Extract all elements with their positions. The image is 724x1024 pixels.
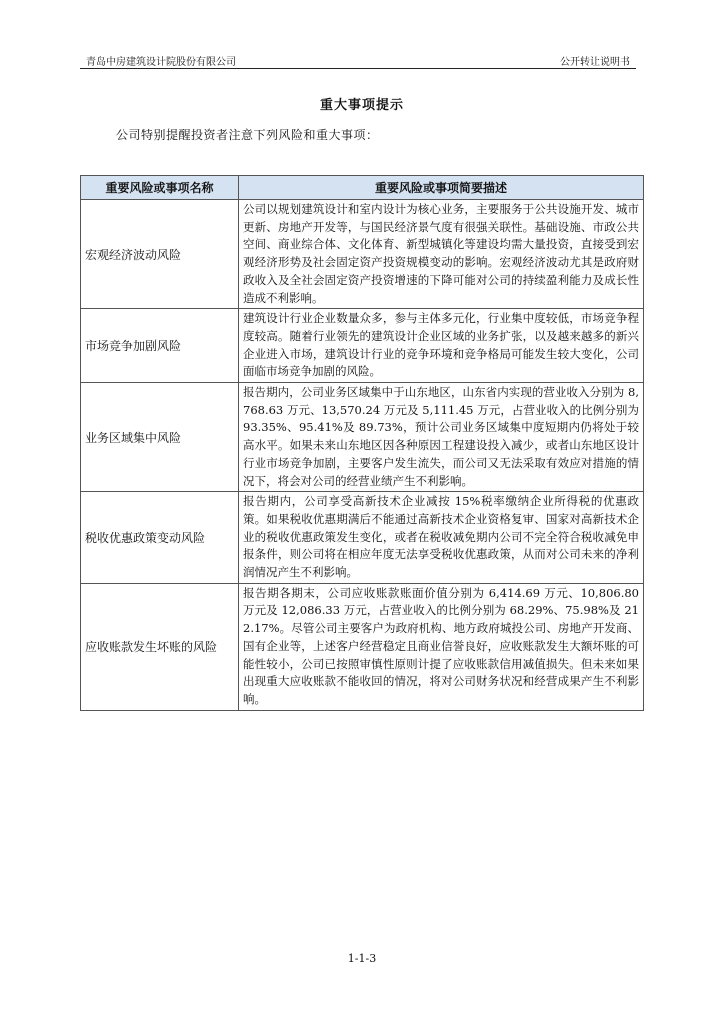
table-row [81,583,644,710]
risk-table [80,175,644,711]
risk-name-cell: 市场竞争加剧风险 [81,309,239,383]
risk-name-cell: 税收优惠政策变动风险 [81,492,239,584]
column-header-risk-name: 重要风险或事项名称 [81,176,239,200]
risk-description-cell: 建筑设计行业企业数量众多，参与主体多元化，行业集中度较低，市场竞争程度较高。随着行业领先的建筑设计企业区域的业务扩张，以及越来越多的新兴企业进入市场，建筑设计行业的竞争环境和竞争格局可能发生较大变化，公司面临市场竞争加剧的风险。 [239,309,644,383]
table-row [81,383,644,492]
intro-text: 公司特别提醒投资者注意下列风险和重大事项： [116,128,379,142]
header-document-name: 公开转让说明书 [560,57,630,68]
table-row [81,200,644,309]
risk-description-cell: 报告期内，公司业务区域集中于山东地区，山东省内实现的营业收入分别为 8,768.63 万元、13,570.24 万元及 5,111.45 万元，占营业收入的比例分别为 93.35%、95.41%及 89.73%，预计公司业务区域集中度短期内仍将处于较高水平。如果未来山东地区因各种原因工程建设投入减少，或者山东地区设计行业市场竞争加剧，主要客户发生流失，而公司又无法采取有效应对措施的情况下，将会对公司的经营业绩产生不利影响。 [239,383,644,492]
risk-description-cell: 报告期各期末，公司应收账款账面价值分别为 6,414.69 万元、10,806.80 万元及 12,086.33 万元，占营业收入的比例分别为 68.29%、75.98%及 212.17%。尽管公司主要客户为政府机构、地方政府城投公司、房地产开发商、国有企业等，上述客户经营稳定且商业信誉良好，应收账款发生大额坏账的可能性较小，公司已按照审慎性原则计提了应收账款信用减值损失。但未来如果出现重大应收账款不能收回的情况，将对公司财务状况和经营成果产生不利影响。 [239,583,644,710]
table-header-row [81,176,644,200]
page-title: 重大事项提示 [319,98,404,113]
risk-description-cell: 公司以规划建筑设计和室内设计为核心业务，主要服务于公共设施开发、城市更新、房地产开发等，与国民经济景气度有很强关联性。基础设施、市政公共空间、商业综合体、文化体育、新型城镇化等建设均需大量投资，直接受到宏观经济形势及社会固定资产投资规模变动的影响。宏观经济波动尤其是政府财政收入及全社会固定资产投资增速的下降可能对公司的持续盈利能力及成长性造成不利影响。 [239,200,644,309]
table-row [81,309,644,383]
header-company-name: 青岛中房建筑设计院股份有限公司 [86,57,236,68]
table-row [81,492,644,584]
risk-name-cell: 宏观经济波动风险 [81,200,239,309]
risk-name-cell: 应收账款发生坏账的风险 [81,583,239,710]
column-header-risk-description: 重要风险或事项简要描述 [239,176,644,200]
page-header [80,48,636,69]
risk-name-cell: 业务区域集中风险 [81,383,239,492]
page-number: 1-1-3 [347,952,377,965]
risk-description-cell: 报告期内，公司享受高新技术企业减按 15%税率缴纳企业所得税的优惠政策。如果税收优惠期满后不能通过高新技术企业资格复审、国家对高新技术企业的税收优惠政策发生变化，或者在税收减免期内公司不完全符合税收减免申报条件，则公司将在相应年度无法享受税收优惠政策，从而对公司未来的净利润情况产生不利影响。 [239,492,644,584]
